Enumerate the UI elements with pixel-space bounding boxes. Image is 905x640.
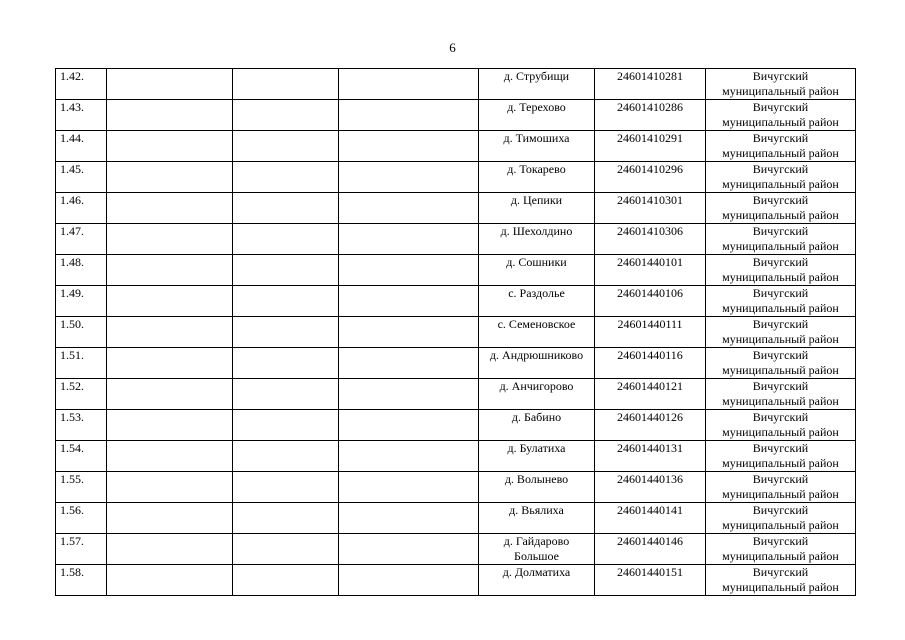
settlement-name-cell: д. Цепики	[479, 193, 595, 224]
empty-cell	[339, 379, 479, 410]
table-row	[56, 410, 856, 441]
empty-cell	[107, 317, 233, 348]
oktmo-code-cell: 24601410291	[595, 131, 706, 162]
empty-cell	[233, 69, 339, 100]
settlement-name-cell: д. Андрюшниково	[479, 348, 595, 379]
empty-cell	[107, 100, 233, 131]
municipal-district-cell: Вичугский муниципальный район	[706, 565, 856, 596]
empty-cell	[107, 224, 233, 255]
row-number-cell: 1.51.	[56, 348, 107, 379]
empty-cell	[107, 286, 233, 317]
municipal-district-cell: Вичугский муниципальный район	[706, 255, 856, 286]
table-row	[56, 193, 856, 224]
oktmo-code-cell: 24601440106	[595, 286, 706, 317]
settlement-name-cell: с. Раздолье	[479, 286, 595, 317]
empty-cell	[233, 224, 339, 255]
page-number: 6	[449, 40, 456, 55]
municipal-district-cell: Вичугский муниципальный район	[706, 162, 856, 193]
municipal-district-cell: Вичугский муниципальный район	[706, 131, 856, 162]
municipal-district-cell: Вичугский муниципальный район	[706, 193, 856, 224]
oktmo-code-cell: 24601410296	[595, 162, 706, 193]
row-number-cell: 1.45.	[56, 162, 107, 193]
empty-cell	[339, 286, 479, 317]
settlement-name-cell: д. Сошники	[479, 255, 595, 286]
empty-cell	[107, 503, 233, 534]
empty-cell	[233, 472, 339, 503]
oktmo-code-cell: 24601440111	[595, 317, 706, 348]
empty-cell	[107, 379, 233, 410]
empty-cell	[233, 565, 339, 596]
empty-cell	[233, 317, 339, 348]
municipal-district-cell: Вичугский муниципальный район	[706, 69, 856, 100]
row-number-cell: 1.52.	[56, 379, 107, 410]
row-number-cell: 1.46.	[56, 193, 107, 224]
oktmo-code-cell: 24601440146	[595, 534, 706, 565]
empty-cell	[339, 131, 479, 162]
municipal-district-cell: Вичугский муниципальный район	[706, 472, 856, 503]
table-row	[56, 162, 856, 193]
empty-cell	[107, 441, 233, 472]
empty-cell	[107, 131, 233, 162]
empty-cell	[107, 193, 233, 224]
empty-cell	[233, 503, 339, 534]
row-number-cell: 1.49.	[56, 286, 107, 317]
settlement-name-cell: д. Шехолдино	[479, 224, 595, 255]
empty-cell	[107, 162, 233, 193]
table-row	[56, 472, 856, 503]
row-number-cell: 1.58.	[56, 565, 107, 596]
empty-cell	[107, 565, 233, 596]
table-row	[56, 224, 856, 255]
row-number-cell: 1.44.	[56, 131, 107, 162]
empty-cell	[107, 69, 233, 100]
oktmo-code-cell: 24601440141	[595, 503, 706, 534]
oktmo-code-cell: 24601440121	[595, 379, 706, 410]
settlement-name-cell: д. Булатиха	[479, 441, 595, 472]
empty-cell	[233, 162, 339, 193]
oktmo-code-cell: 24601440151	[595, 565, 706, 596]
settlement-name-cell: д. Струбищи	[479, 69, 595, 100]
empty-cell	[233, 348, 339, 379]
empty-cell	[233, 255, 339, 286]
empty-cell	[339, 441, 479, 472]
row-number-cell: 1.47.	[56, 224, 107, 255]
table-row	[56, 379, 856, 410]
empty-cell	[339, 503, 479, 534]
settlement-name-cell: д. Долматиха	[479, 565, 595, 596]
settlement-name-cell: д. Волынево	[479, 472, 595, 503]
empty-cell	[339, 100, 479, 131]
municipal-district-cell: Вичугский муниципальный район	[706, 503, 856, 534]
oktmo-code-cell: 24601410286	[595, 100, 706, 131]
settlement-name-cell: д. Гайдарово Большое	[479, 534, 595, 565]
municipal-district-cell: Вичугский муниципальный район	[706, 100, 856, 131]
table-row	[56, 286, 856, 317]
empty-cell	[339, 224, 479, 255]
row-number-cell: 1.56.	[56, 503, 107, 534]
row-number-cell: 1.55.	[56, 472, 107, 503]
municipal-district-cell: Вичугский муниципальный район	[706, 441, 856, 472]
oktmo-code-cell: 24601410306	[595, 224, 706, 255]
settlement-name-cell: д. Анчигорово	[479, 379, 595, 410]
settlements-table	[55, 68, 856, 596]
table-row	[56, 100, 856, 131]
table-body	[56, 69, 856, 596]
settlement-name-cell: д. Токарево	[479, 162, 595, 193]
oktmo-code-cell: 24601410301	[595, 193, 706, 224]
municipal-district-cell: Вичугский муниципальный район	[706, 410, 856, 441]
empty-cell	[339, 348, 479, 379]
row-number-cell: 1.57.	[56, 534, 107, 565]
empty-cell	[107, 255, 233, 286]
row-number-cell: 1.42.	[56, 69, 107, 100]
empty-cell	[339, 472, 479, 503]
row-number-cell: 1.53.	[56, 410, 107, 441]
empty-cell	[339, 534, 479, 565]
settlement-name-cell: д. Тимошиха	[479, 131, 595, 162]
row-number-cell: 1.43.	[56, 100, 107, 131]
table-row	[56, 534, 856, 565]
empty-cell	[339, 162, 479, 193]
empty-cell	[107, 472, 233, 503]
empty-cell	[233, 286, 339, 317]
settlement-name-cell: д. Терехово	[479, 100, 595, 131]
empty-cell	[233, 193, 339, 224]
table-row	[56, 317, 856, 348]
oktmo-code-cell: 24601440131	[595, 441, 706, 472]
empty-cell	[339, 565, 479, 596]
empty-cell	[233, 441, 339, 472]
empty-cell	[233, 100, 339, 131]
table-row	[56, 441, 856, 472]
table-row	[56, 565, 856, 596]
row-number-cell: 1.48.	[56, 255, 107, 286]
table-row	[56, 69, 856, 100]
oktmo-code-cell: 24601440116	[595, 348, 706, 379]
table-row	[56, 348, 856, 379]
empty-cell	[233, 534, 339, 565]
municipal-district-cell: Вичугский муниципальный район	[706, 379, 856, 410]
empty-cell	[233, 410, 339, 441]
empty-cell	[339, 69, 479, 100]
oktmo-code-cell: 24601410281	[595, 69, 706, 100]
table-row	[56, 131, 856, 162]
empty-cell	[339, 193, 479, 224]
settlement-name-cell: д. Бабино	[479, 410, 595, 441]
municipal-district-cell: Вичугский муниципальный район	[706, 348, 856, 379]
oktmo-code-cell: 24601440136	[595, 472, 706, 503]
settlement-name-cell: д. Вьялиха	[479, 503, 595, 534]
settlement-name-cell: с. Семеновское	[479, 317, 595, 348]
row-number-cell: 1.50.	[56, 317, 107, 348]
empty-cell	[107, 410, 233, 441]
empty-cell	[233, 131, 339, 162]
municipal-district-cell: Вичугский муниципальный район	[706, 534, 856, 565]
empty-cell	[107, 348, 233, 379]
empty-cell	[107, 534, 233, 565]
oktmo-code-cell: 24601440101	[595, 255, 706, 286]
municipal-district-cell: Вичугский муниципальный район	[706, 286, 856, 317]
empty-cell	[233, 379, 339, 410]
empty-cell	[339, 255, 479, 286]
municipal-district-cell: Вичугский муниципальный район	[706, 224, 856, 255]
oktmo-code-cell: 24601440126	[595, 410, 706, 441]
empty-cell	[339, 317, 479, 348]
table-row	[56, 503, 856, 534]
municipal-district-cell: Вичугский муниципальный район	[706, 317, 856, 348]
table-row	[56, 255, 856, 286]
row-number-cell: 1.54.	[56, 441, 107, 472]
empty-cell	[339, 410, 479, 441]
